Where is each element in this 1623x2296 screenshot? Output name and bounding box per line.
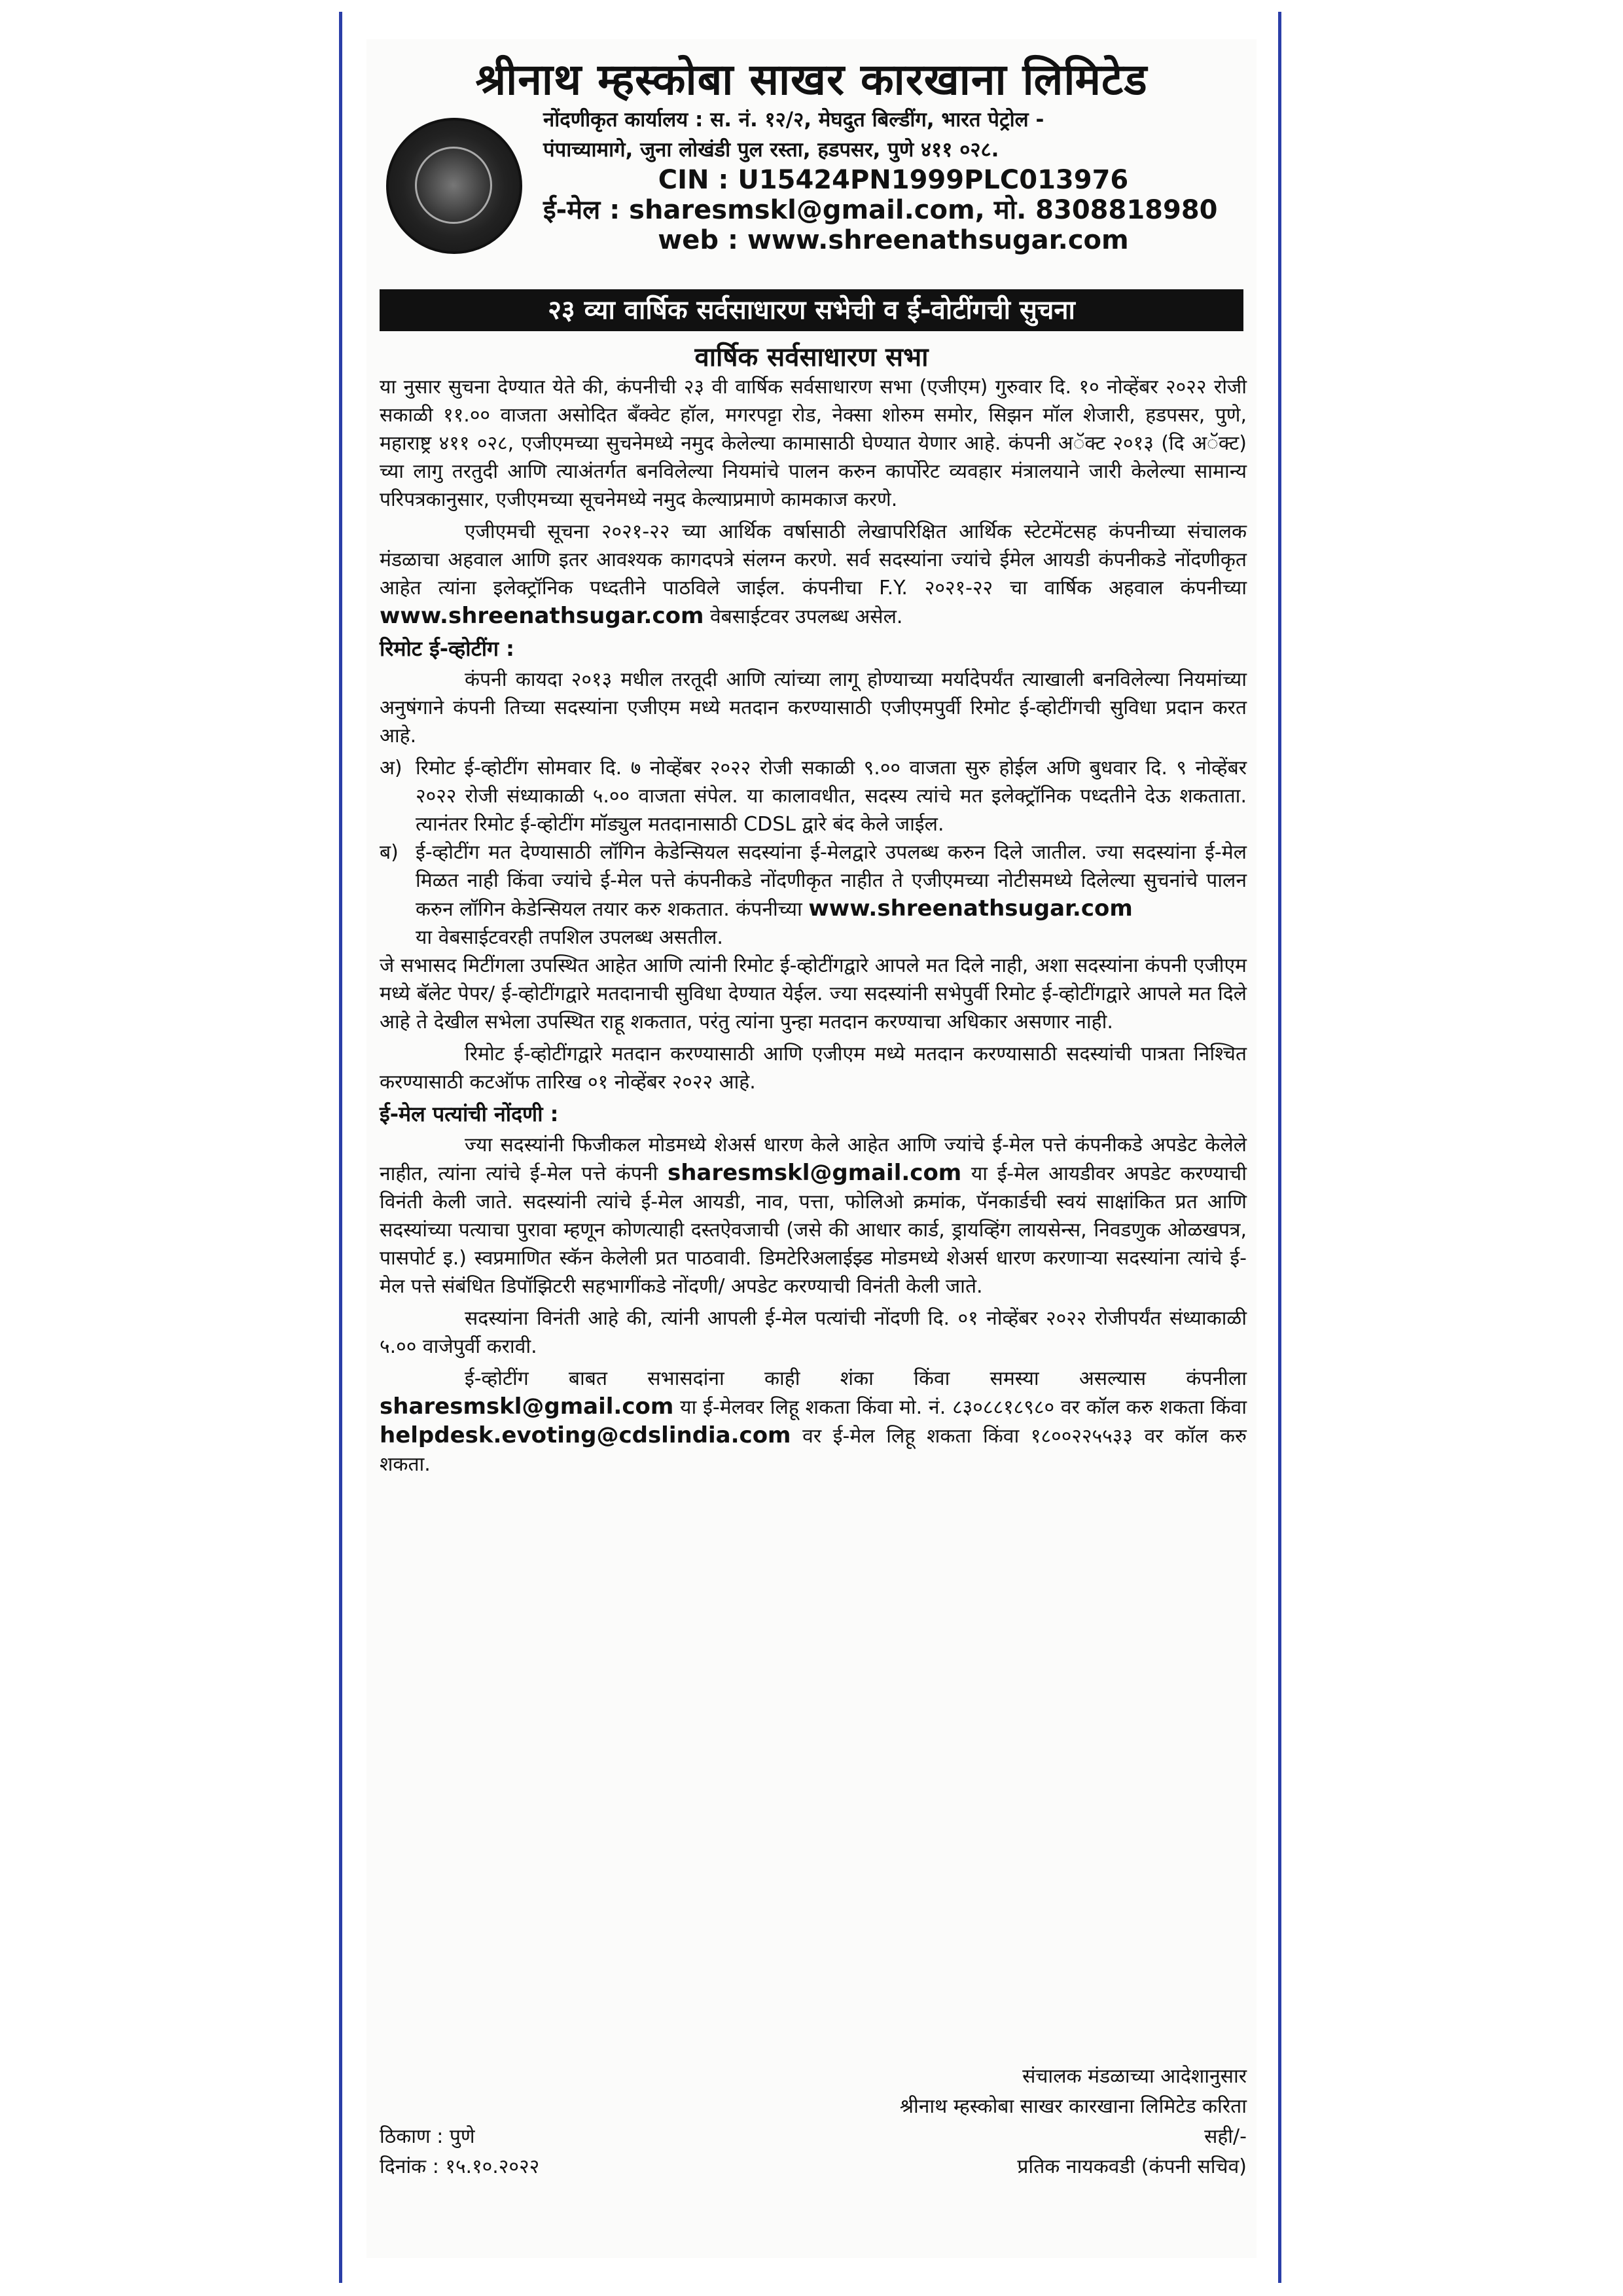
signed-mark: सही/- (1204, 2125, 1247, 2148)
email-update-paragraph: ज्या सदस्यांनी फिजीकल मोडमध्ये शेअर्स धारण केले आहेत आणि ज्यांचे ई-मेल पत्ते कंपनीकडे अपडेट केलेले नाहीत, त्यांना त्यांचे ई-मेल पत्ते कंपनी sharesmskl@gmail.com या ई-मेल आयडीवर अपडेट करण्याची विनंती केली जाते. सदस्यांनी त्यांचे ई-मेल आयडी, नाव, पत्ता, फोलिओ क्रमांक, पॅनकार्डची स्वयं साक्षांकित प्रत आणि सदस्यांच्या पत्याचा पुरावा म्हणून कोणत्याही दस्तऐवजाची (जसे की आधार कार्ड, ड्रायव्हिंग लायसेन्स, निवडणुक ओळखपत्र, पासपोर्ट इ.) स्वप्रमाणित स्कॅन केलेली प्रत पाठवावी. डिमटेरिअलाईझ्ड मोडमध्ये शेअर्स धारण करणाऱ्या सदस्यांना त्यांचे ई-मेल पत्ते संबंधित डिपॉझिटरी सहभागींकडे नोंदणी/ अपडेट करण्याची विनंती केली जाते. (380, 1134, 1247, 1298)
cutoff-date-paragraph: रिमोट ई-व्होटींगद्वारे मतदान करण्यासाठी आणि एजीएम मध्ये मतदान करण्यासाठी सदस्यांची पात्रता निश्चित करण्यासाठी कटऑफ तारिख ०१ नोव्हेंबर २०२२ आहे. (380, 1043, 1247, 1094)
remote-evoting-heading: रिमोट ई-व्होटींग : (380, 636, 514, 661)
notice-banner: २३ व्या वार्षिक सर्वसाधारण सभेची व ई-वोटींगची सुचना (380, 289, 1243, 331)
cin-number: CIN : U15424PN1999PLC013976 (658, 165, 1129, 195)
board-order-line: संचालक मंडळाच्या आदेशानुसार (1022, 2065, 1247, 2088)
list-item: अ) रिमोट ई-व्होटींग सोमवार दि. ७ नोव्हेंबर २०२२ रोजी सकाळी ९.०० वाजता सुरु होईल अणि बुधवार दि. ९ नोव्हेंबर २०२२ रोजी संध्याकाळी ५.०० वाजता संपेल. या कालावधीत, सदस्य त्यांचे मत इलेक्ट्रॉनिक पध्दतीने देऊ शकताता. त्यानंतर रिमोट ई-व्होटींग मॉड्युल मतदानासाठी CDSL द्वारे बंद केले जाईल. (380, 754, 1247, 838)
address-line-2: पंपाच्यामागे, जुना लोखंडी पुल रस्ता, हडपसर, पुणे ४११ ०२८. (543, 138, 999, 162)
place-line: ठिकाण : पुणे (380, 2125, 475, 2148)
registered-address-block (543, 105, 1243, 255)
helpdesk-email: helpdesk.evoting@cdslindia.com (380, 1422, 791, 1448)
signatory-name: प्रतिक नायकवडी (कंपनी सचिव) (1017, 2155, 1247, 2178)
date-line: दिनांक : १५.१०.२०२२ (380, 2155, 540, 2178)
helpdesk-paragraph: ई-व्होटींग बाबत सभासदांना काही शंका किंवा समस्या असल्यास कंपनीला sharesmskl@gmail.com या ई-मेलवर लिहू शकता किंवा मो. नं. ८३०८८१८९८० वर कॉल करु शकता किंवा helpdesk.evoting@cdslindia.com वर ई-मेल लिहू शकता किंवा १८००२२५५३३ वर कॉल करु शकता. (380, 1367, 1247, 1476)
remote-evoting-intro: कंपनी कायदा २०१३ मधील तरतूदी आणि त्यांच्या लागू होण्याच्या मर्यादेपर्यंत त्याखाली बनविलेल्या नियमांच्या अनुषंगाने कंपनी तिच्या सदस्यांना एजीएम मध्ये मतदान करण्यासाठी एजीएमपुर्वी रिमोट ई-व्होटींगची सुविधा प्रदान करत आहे. (380, 668, 1247, 747)
login-credentials-text: ई-व्होटींग मत देण्यासाठी लॉगिन केडेन्सियल सदस्यांना ई-मेलद्वारे उपलब्ध करुन दिले जातील. ज्या सदस्यांना ई-मेल मिळत नाही किंवा ज्यांचे ई-मेल पत्ते कंपनीकडे नोंदणीकृत नाहीत ते एजीएमच्या नोटीसमध्ये दिलेल्या सुचनांचे पालन करुन लॉगिन केडेन्सियल तयार करु शकतात. कंपनीच्या www.shreenathsugar.com या वेबसाईटवरही तपशिल उपलब्ध असतील. (416, 841, 1247, 949)
agm-subheading: वार्षिक सर्वसाधारण सभा (694, 342, 929, 372)
email-address: sharesmskl@gmail.com (667, 1160, 962, 1186)
agm-paragraph: या नुसार सुचना देण्यात येते की, कंपनीची २३ वी वार्षिक सर्वसाधारण सभा (एजीएम) गुरुवार दि. १० नोव्हेंबर २०२२ रोजी सकाळी ११.०० वाजता असोदित बँक्वेट हॉल, मगरपट्टा रोड, नेक्सा शोरुम समोर, सिझन मॉल शेजारी, हडपसर, पुणे, महाराष्ट्र ४११ ०२८, एजीएमच्या सुचनेमध्ये नमुद केलेल्या कामासाठी घेण्यात येणार आहे. कंपनी अॅक्ट २०१३ (दि अॅक्ट) च्या लागु तरतुदी आणि त्याअंतर्गत बनविलेल्या नियमांचे पालन करुन कार्पोरेट व्यवहार मंत्रालयाने जारी केलेल्या सामान्य परिपत्रकानुसार, एजीएमच्या सूचनेमध्ये नमुद केल्याप्रमाणे कामकाज करणे. (380, 376, 1247, 511)
annual-report-paragraph: एजीएमची सूचना २०२१-२२ च्या आर्थिक वर्षासाठी लेखापरिक्षित आर्थिक स्टेटमेंटसह कंपनीच्या संचालक मंडळाचा अहवाल आणि इतर आवश्यक कागदपत्रे संलग्न करणे. सर्व सदस्यांना ज्यांचे ईमेल आयडी कंपनीकडे नोंदणीकृत आहेत त्यांना इलेक्ट्रॉनिक पध्दतीने पाठविले जाईल. कंपनीचा F.Y. २०२१-२२ चा वार्षिक अहवाल कंपनीच्या www.shreenathsugar.com वेबसाईटवर उपलब्ध असेल. (380, 520, 1247, 629)
signature-block (380, 2062, 1247, 2182)
email-deadline-paragraph: सदस्यांना विनंती आहे की, त्यांनी आपली ई-मेल पत्यांची नोंदणी दि. ०१ नोव्हेंबर २०२२ रोजीपर्यंत संध्याकाळी ५.०० वाजेपुर्वी करावी. (380, 1307, 1247, 1358)
list-item: ब) ई-व्होटींग मत देण्यासाठी लॉगिन केडेन्सियल सदस्यांना ई-मेलद्वारे उपलब्ध करुन दिले जातील. ज्या सदस्यांना ई-मेल मिळत नाही किंवा ज्यांचे ई-मेल पत्ते कंपनीकडे नोंदणीकृत नाहीत ते एजीएमच्या नोटीसमध्ये दिलेल्या सुचनांचे पालन करुन लॉगिन केडेन्सियल तयार करु शकतात. कंपनीच्या www.shreenathsugar.com या वेबसाईटवरही तपशिल उपलब्ध असतील. (380, 838, 1247, 952)
website-link: www.shreenathsugar.com (808, 895, 1133, 922)
company-seal-logo (386, 118, 522, 254)
website-line: web : www.shreenathsugar.com (658, 225, 1129, 255)
email-address: sharesmskl@gmail.com (380, 1393, 674, 1420)
newspaper-notice (366, 39, 1257, 2258)
company-title: श्रीनाथ म्हस्कोबा साखर कारखाना लिमिटेड (475, 54, 1148, 105)
notice-body (380, 373, 1247, 1482)
for-company-line: श्रीनाथ म्हस्कोबा साखर कारखाना लिमिटेड करिता (899, 2095, 1247, 2118)
evoting-period-text: रिमोट ई-व्होटींग सोमवार दि. ७ नोव्हेंबर २०२२ रोजी सकाळी ९.०० वाजता सुरु होईल अणि बुधवार दि. ९ नोव्हेंबर २०२२ रोजी संध्याकाळी ५.०० वाजता संपेल. या कालावधीत, सदस्य त्यांचे मत इलेक्ट्रॉनिक पध्दतीने देऊ शकताता. त्यानंतर रिमोट ई-व्होटींग मॉड्युल मतदानासाठी CDSL द्वारे बंद केले जाईल. (416, 757, 1247, 836)
address-line-1: नोंदणीकृत कार्यालय : स. नं. १२/२, मेघदुत बिल्डींग, भारत पेट्रोल - (543, 108, 1044, 132)
website-link: www.shreenathsugar.com (380, 603, 704, 629)
ballot-paragraph: जे सभासद मिटींगला उपस्थित आहेत आणि त्यांनी रिमोट ई-व्होटींगद्वारे आपले मत दिले नाही, अशा सदस्यांना कंपनी एजीएम मध्ये बॅलेट पेपर/ ई-व्होटींगद्वारे मतदानाची सुविधा देण्यात येईल. ज्या सदस्यांनी सभेपुर्वी रिमोट ई-व्होटींगद्वारे आपले मत दिले आहे ते देखील सभेला उपस्थित राहू शकतात, परंतु त्यांना पुन्हा मतदान करण्याचा अधिकार असणार नाही. (380, 954, 1247, 1033)
email-phone-line: ई-मेल : sharesmskl@gmail.com, मो. 8308818980 (543, 195, 1218, 225)
email-registration-heading: ई-मेल पत्यांची नोंदणी : (380, 1102, 559, 1126)
